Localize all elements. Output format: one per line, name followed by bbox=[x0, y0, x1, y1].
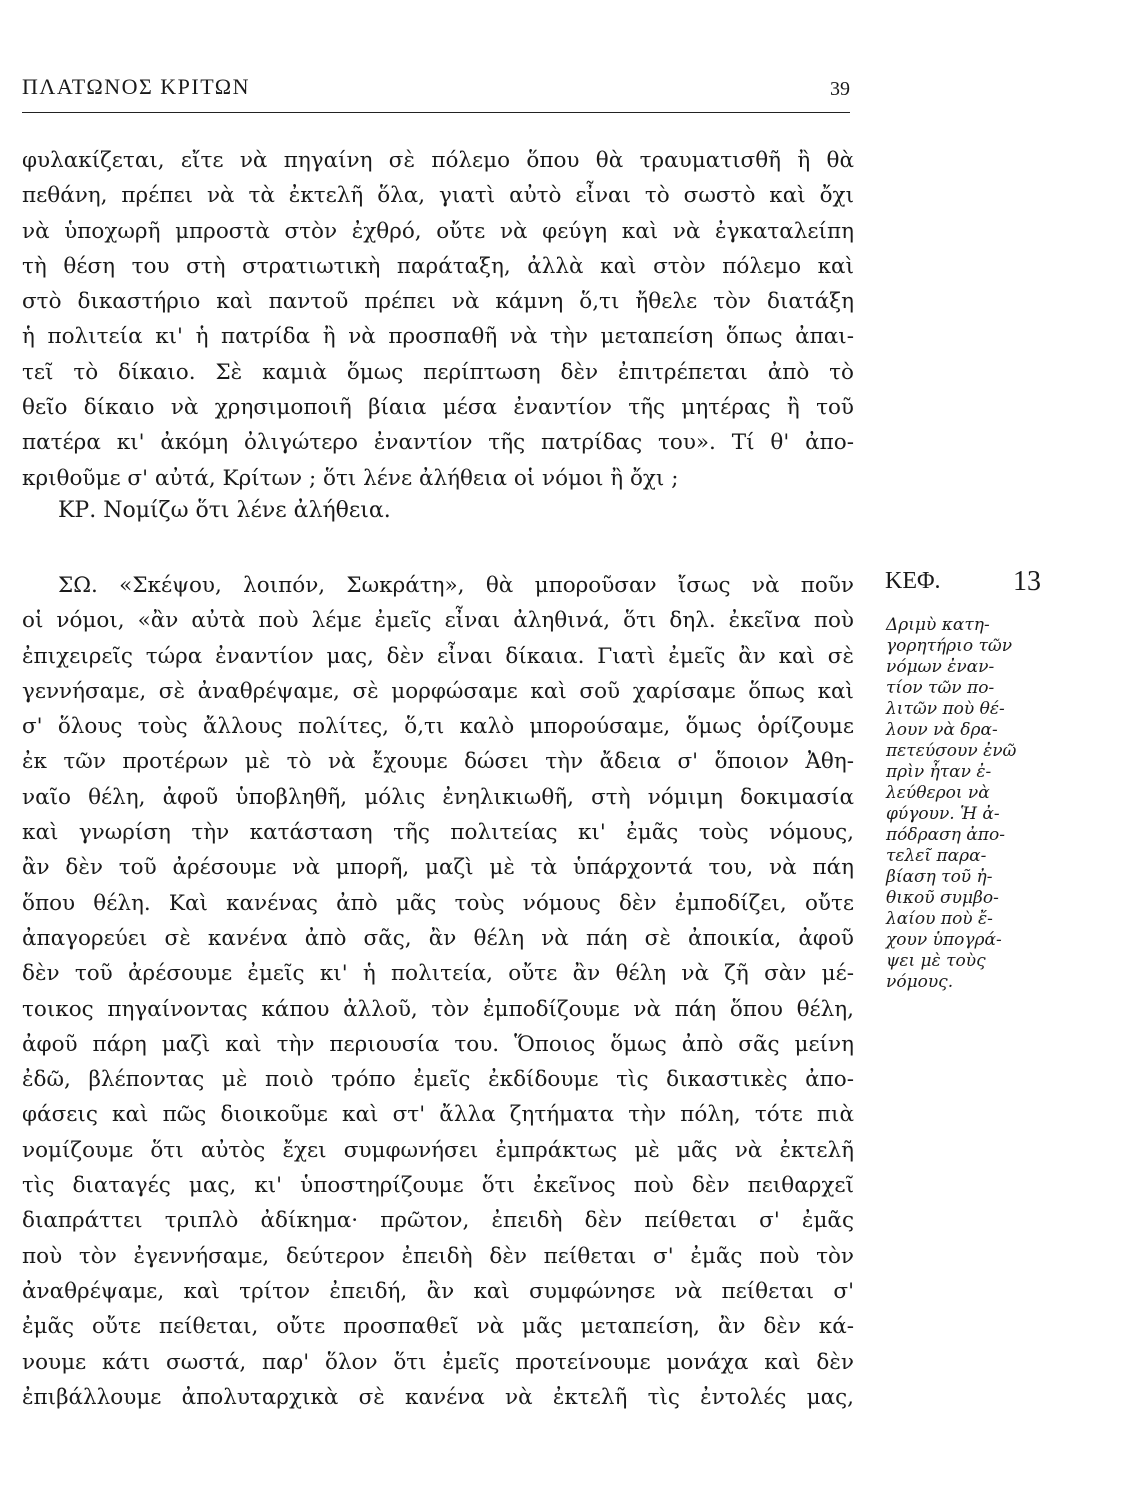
margin-note-line: τελεῖ παρα- bbox=[886, 846, 987, 866]
text-line: ἐμᾶς οὔτε πείθεται, οὔτε προσπαθεῖ νὰ μᾶς μεταπείση, ἂν δὲν κά- bbox=[22, 1314, 854, 1340]
text-line: ἐδῶ, βλέποντας μὲ ποιὸ τρόπο ἐμεῖς ἐκδίδουμε τὶς δικαστικὲς ἀπο- bbox=[22, 1067, 854, 1093]
text-line: ἐπιβάλλουμε ἀπολυταρχικὰ σὲ κανένα νὰ ἐκτελῆ τὶς ἐντολές μας, bbox=[22, 1384, 854, 1410]
margin-note-line: λιτῶν ποὺ θέ- bbox=[886, 699, 1005, 719]
text-line: τὴ θέση του στὴ στρατιωτικὴ παράταξη, ἀλλὰ καὶ στὸν πόλεμο καὶ bbox=[22, 253, 854, 279]
text-line: τοικος πηγαίνοντας κάπου ἀλλοῦ, τὸν ἐμποδίζουμε νὰ πάη ὅπου θέλη, bbox=[22, 996, 854, 1022]
text-line: κριθοῦμε σ' αὐτά, Κρίτων ; ὅτι λένε ἀλήθεια οἱ νόμοι ἢ ὄχι ; bbox=[22, 465, 679, 491]
text-line: στὸ δικαστήριο καὶ παντοῦ πρέπει νὰ κάμνη ὅ,τι ἤθελε τὸν διατάξη bbox=[22, 289, 854, 315]
text-line: δὲν τοῦ ἀρέσουμε ἐμεῖς κι' ἡ πολιτεία, οὔτε ἂν θέλη νὰ ζῆ σὰν μέ- bbox=[22, 961, 854, 987]
text-line: καὶ γνωρίση τὴν κατάσταση τῆς πολιτείας κι' ἐμᾶς τοὺς νόμους, bbox=[22, 820, 854, 846]
margin-note-line: Δριμὺ κατη- bbox=[886, 615, 990, 635]
margin-note-line: βίαση τοῦ ἠ- bbox=[886, 867, 993, 887]
chapter-label: ΚΕΦ. bbox=[885, 568, 941, 594]
margin-note-line: πετεύσουν ἐνῶ bbox=[886, 741, 1017, 761]
text-line: διαπράττει τριπλὸ ἀδίκημα· πρῶτον, ἐπειδὴ δὲν πείθεται σ' ἐμᾶς bbox=[22, 1208, 854, 1234]
text-line: ποὺ τὸν ἐγεννήσαμε, δεύτερον ἐπειδὴ δὲν πείθεται σ' ἐμᾶς ποὺ τὸν bbox=[22, 1243, 854, 1269]
text-line: ἐπιχειρεῖς τώρα ἐναντίον μας, δὲν εἶναι δίκαια. Γιατὶ ἐμεῖς ἂν καὶ σὲ bbox=[22, 643, 854, 669]
text-line: ἂν δὲν τοῦ ἀρέσουμε νὰ μπορῆ, μαζὶ μὲ τὰ ὑπάρχοντά του, νὰ πάη bbox=[22, 855, 854, 881]
margin-note-line: ψει μὲ τοὺς bbox=[886, 951, 986, 971]
margin-note-line: λαίου ποὺ ἔ- bbox=[886, 909, 993, 929]
text-line: ναῖο θέλη, ἀφοῦ ὑποβληθῆ, μόλις ἐνηλικιωθῆ, στὴ νόμιμη δοκιμασία bbox=[22, 784, 854, 810]
text-line: φάσεις καὶ πῶς διοικοῦμε καὶ στ' ἄλλα ζητήματα τὴν πόλη, τότε πιὰ bbox=[22, 1102, 854, 1128]
text-line: τὶς διαταγές μας, κι' ὑποστηρίζουμε ὅτι ἐκεῖνος ποὺ δὲν πειθαρχεῖ bbox=[22, 1173, 854, 1199]
text-line: πεθάνη, πρέπει νὰ τὰ ἐκτελῆ ὅλα, γιατὶ αὐτὸ εἶναι τὸ σωστὸ καὶ ὄχι bbox=[22, 183, 854, 209]
text-line: ἀναθρέψαμε, καὶ τρίτον ἐπειδή, ἂν καὶ συμφώνησε νὰ πείθεται σ' bbox=[22, 1278, 854, 1304]
margin-note-line: θικοῦ συμβο- bbox=[886, 888, 999, 908]
text-line: θεῖο δίκαιο νὰ χρησιμοποιῆ βίαια μέσα ἐναντίον τῆς μητέρας ἢ τοῦ bbox=[22, 395, 854, 421]
text-line: ὅπου θέλη. Καὶ κανένας ἀπὸ μᾶς τοὺς νόμους δὲν ἐμποδίζει, οὔτε bbox=[22, 890, 854, 916]
text-line: ἐκ τῶν προτέρων μὲ τὸ νὰ ἔχουμε δώσει τὴν ἄδεια σ' ὅποιον Ἀθη- bbox=[22, 749, 854, 775]
running-title: ΠΛΑΤΩΝΟΣ ΚΡΙΤΩΝ bbox=[22, 74, 251, 99]
margin-note-line: χουν ὑπογρά- bbox=[886, 930, 1002, 950]
text-block-1 bbox=[22, 143, 854, 496]
text-line: φυλακίζεται, εἴτε νὰ πηγαίνη σὲ πόλεμο ὅπου θὰ τραυματισθῆ ἢ θὰ bbox=[22, 148, 854, 173]
text-line: οἱ νόμοι, «ἂν αὐτὰ ποὺ λέμε ἐμεῖς εἶναι ἀληθινά, ὅτι δηλ. ἐκεῖνα ποὺ bbox=[22, 608, 854, 634]
margin-note-line: λεύθεροι νὰ bbox=[886, 783, 990, 803]
text-line: πατέρα κι' ἀκόμη ὀλιγώτερο ἐναντίον τῆς πατρίδας του». Τί θ' ἀπο- bbox=[22, 430, 854, 456]
text-line: νομίζουμε ὅτι αὐτὸς ἔχει συμφωνήσει ἐμπράκτως μὲ μᾶς νὰ ἐκτελῆ bbox=[22, 1137, 854, 1163]
margin-note bbox=[886, 615, 1042, 993]
page-header bbox=[22, 72, 850, 113]
margin-note-line: φύγουν. Ἡ ἀ- bbox=[886, 804, 1000, 824]
text-line: γεννήσαμε, σὲ ἀναθρέψαμε, σὲ μορφώσαμε καὶ σοῦ χαρίσαμε ὅπως καὶ bbox=[22, 678, 854, 704]
margin-note-line: τίον τῶν πο- bbox=[886, 678, 995, 698]
reply-line: ΚΡ. Νομίζω ὅτι λένε ἀλήθεια. bbox=[58, 498, 391, 523]
text-line: τεῖ τὸ δίκαιο. Σὲ καμιὰ ὅμως περίπτωση δὲν ἐπιτρέπεται ἀπὸ τὸ bbox=[22, 359, 854, 385]
text-block-2 bbox=[22, 568, 854, 1415]
text-line: ἀπαγορεύει σὲ κανένα ἀπὸ σᾶς, ἂν θέλη νὰ πάη σὲ ἀποικία, ἀφοῦ bbox=[22, 925, 854, 951]
text-line: ἡ πολιτεία κι' ἡ πατρίδα ἢ νὰ προσπαθῆ νὰ τὴν μεταπείση ὅπως ἀπαι- bbox=[22, 324, 854, 350]
text-line: νὰ ὑποχωρῆ μπροστὰ στὸν ἐχθρό, οὔτε νὰ φεύγη καὶ νὰ ἐγκαταλείπη bbox=[22, 218, 854, 244]
chapter-heading bbox=[885, 568, 1055, 595]
margin-note-line: λουν νὰ δρα- bbox=[886, 720, 998, 740]
page-number: 39 bbox=[830, 78, 850, 100]
margin-note-line: νόμων ἐναν- bbox=[886, 657, 995, 677]
text-line: ΣΩ. «Σκέψου, λοιπόν, Σωκράτη», θὰ μποροῦσαν ἴσως νὰ ποῦν bbox=[58, 573, 854, 598]
margin-note-line: νόμους. bbox=[886, 972, 954, 992]
text-line: σ' ὅλους τοὺς ἄλλους πολίτες, ὅ,τι καλὸ μπορούσαμε, ὅμως ὁρίζουμε bbox=[22, 714, 854, 740]
margin-note-line: γορητήριο τῶν bbox=[886, 636, 1013, 656]
chapter-number: 13 bbox=[1013, 566, 1041, 597]
text-line: ἀφοῦ πάρη μαζὶ καὶ τὴν περιουσία του. Ὅποιος ὅμως ἀπὸ σᾶς μείνη bbox=[22, 1031, 854, 1057]
margin-note-line: πόδραση ἀπο- bbox=[886, 825, 1005, 845]
margin-note-line: πρὶν ἦταν ἐ- bbox=[886, 762, 992, 782]
text-line: νουμε κάτι σωστά, παρ' ὅλον ὅτι ἐμεῖς προτείνουμε μονάχα καὶ δὲν bbox=[22, 1349, 854, 1375]
